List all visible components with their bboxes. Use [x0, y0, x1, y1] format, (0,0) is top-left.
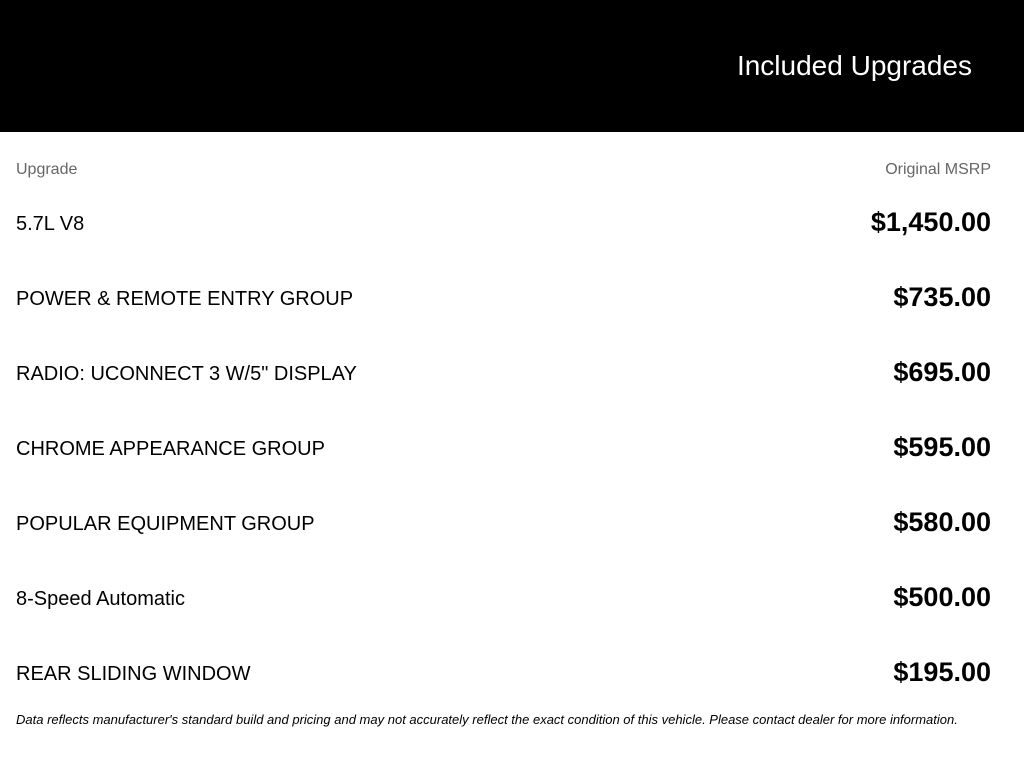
table-row	[16, 485, 991, 560]
table-row	[16, 560, 991, 635]
upgrade-name: CHROME APPEARANCE GROUP	[16, 438, 325, 460]
column-header-upgrade: Upgrade	[16, 161, 78, 178]
upgrade-name: REAR SLIDING WINDOW	[16, 663, 251, 685]
upgrade-price: $500.00	[893, 582, 991, 612]
upgrade-price: $735.00	[893, 282, 991, 312]
table-row	[16, 335, 991, 410]
table-row	[16, 410, 991, 485]
disclaimer-footnote: Data reflects manufacturer's standard build and pricing and may not accurately reflect the exact condition of this vehicle. Please contact dealer for more information.	[16, 712, 958, 727]
upgrade-name: POPULAR EQUIPMENT GROUP	[16, 513, 315, 535]
upgrade-name: 8-Speed Automatic	[16, 588, 185, 610]
upgrade-price: $595.00	[893, 432, 991, 462]
upgrade-price: $695.00	[893, 357, 991, 387]
upgrade-price: $1,450.00	[870, 207, 991, 237]
upgrade-name: 5.7L V8	[16, 213, 85, 235]
header-banner	[0, 0, 1024, 132]
upgrade-name: POWER & REMOTE ENTRY GROUP	[16, 288, 354, 310]
table-row	[16, 260, 991, 335]
upgrade-price: $195.00	[893, 657, 991, 687]
column-header-original-msrp: Original MSRP	[885, 161, 991, 178]
upgrades-table	[16, 185, 991, 710]
upgrade-name: RADIO: UCONNECT 3 W/5" DISPLAY	[16, 363, 357, 385]
upgrade-price: $580.00	[893, 507, 991, 537]
page-title: Included Upgrades	[736, 50, 972, 81]
table-row	[16, 185, 991, 260]
table-row	[16, 635, 991, 710]
